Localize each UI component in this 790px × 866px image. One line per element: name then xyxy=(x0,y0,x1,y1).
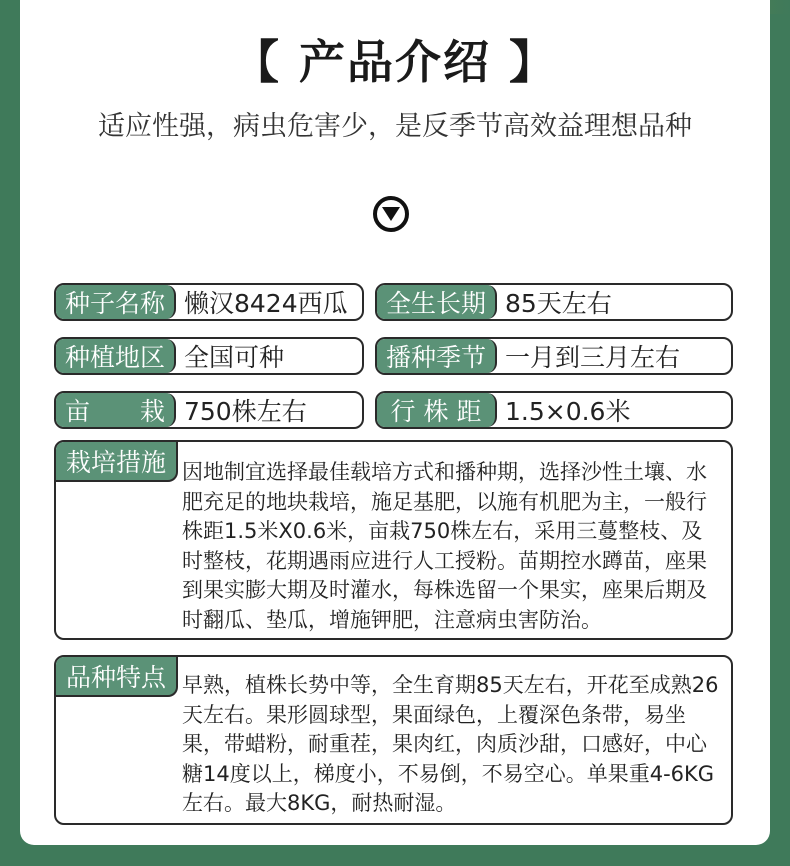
spec-label: 亩 栽 xyxy=(56,393,176,427)
spec-label: 行 株 距 xyxy=(377,393,497,427)
features-section xyxy=(54,655,733,825)
cultivation-section xyxy=(54,440,733,640)
spec-value: 懒汉8424西瓜 xyxy=(184,289,348,318)
product-intro-card xyxy=(20,0,770,845)
spec-value: 85天左右 xyxy=(505,289,612,318)
spec-value: 1.5×0.6米 xyxy=(505,397,631,426)
spec-seed-name xyxy=(54,283,364,321)
section-label: 品种特点 xyxy=(56,657,178,697)
spec-sowing-season xyxy=(375,337,733,375)
page-subtitle: 适应性强，病虫危害少，是反季节高效益理想品种 xyxy=(98,111,692,142)
spec-label: 全生长期 xyxy=(377,285,497,319)
spec-value: 750株左右 xyxy=(184,397,307,426)
spec-value: 全国可种 xyxy=(184,343,285,372)
spec-label: 种植地区 xyxy=(56,339,176,373)
spec-label: 种子名称 xyxy=(56,285,176,319)
spec-growth-period xyxy=(375,283,733,321)
section-body: 因地制宜选择最佳载培方式和播种期，选择沙性土壤、水肥充足的地块栽培，施足基肥，以施有机肥为主，一般行株距1.5米X0.6米，亩栽750株左右，采用三蔓整枝、及时整枝，花期遇雨应进行人工授粉。苗期控水蹲苗，座果到果实膨大期及时灌水，每株选留一个果实，座果后期及时翻瓜、垫瓜，增施钾肥，注意病虫害防治。 xyxy=(182,460,707,632)
page-title: 【 产品介绍 】 xyxy=(232,35,558,89)
chevron-down-circle-icon xyxy=(373,196,409,232)
spec-region xyxy=(54,337,364,375)
spec-plants-per-mu xyxy=(54,391,364,429)
section-label: 栽培措施 xyxy=(56,442,178,482)
spec-label: 播种季节 xyxy=(377,339,497,373)
section-body: 早熟，植株长势中等，全生育期85天左右，开花至成熟26天左右。果形圆球型，果面绿色，上覆深色条带，易坐果，带蜡粉，耐重茬，果肉红，肉质沙甜，口感好，中心糖14度以上，梯度小，不易倒，不易空心。单果重4-6KG左右。最大8KG，耐热耐湿。 xyxy=(182,673,719,815)
spec-row-spacing xyxy=(375,391,733,429)
spec-value: 一月到三月左右 xyxy=(505,343,681,372)
